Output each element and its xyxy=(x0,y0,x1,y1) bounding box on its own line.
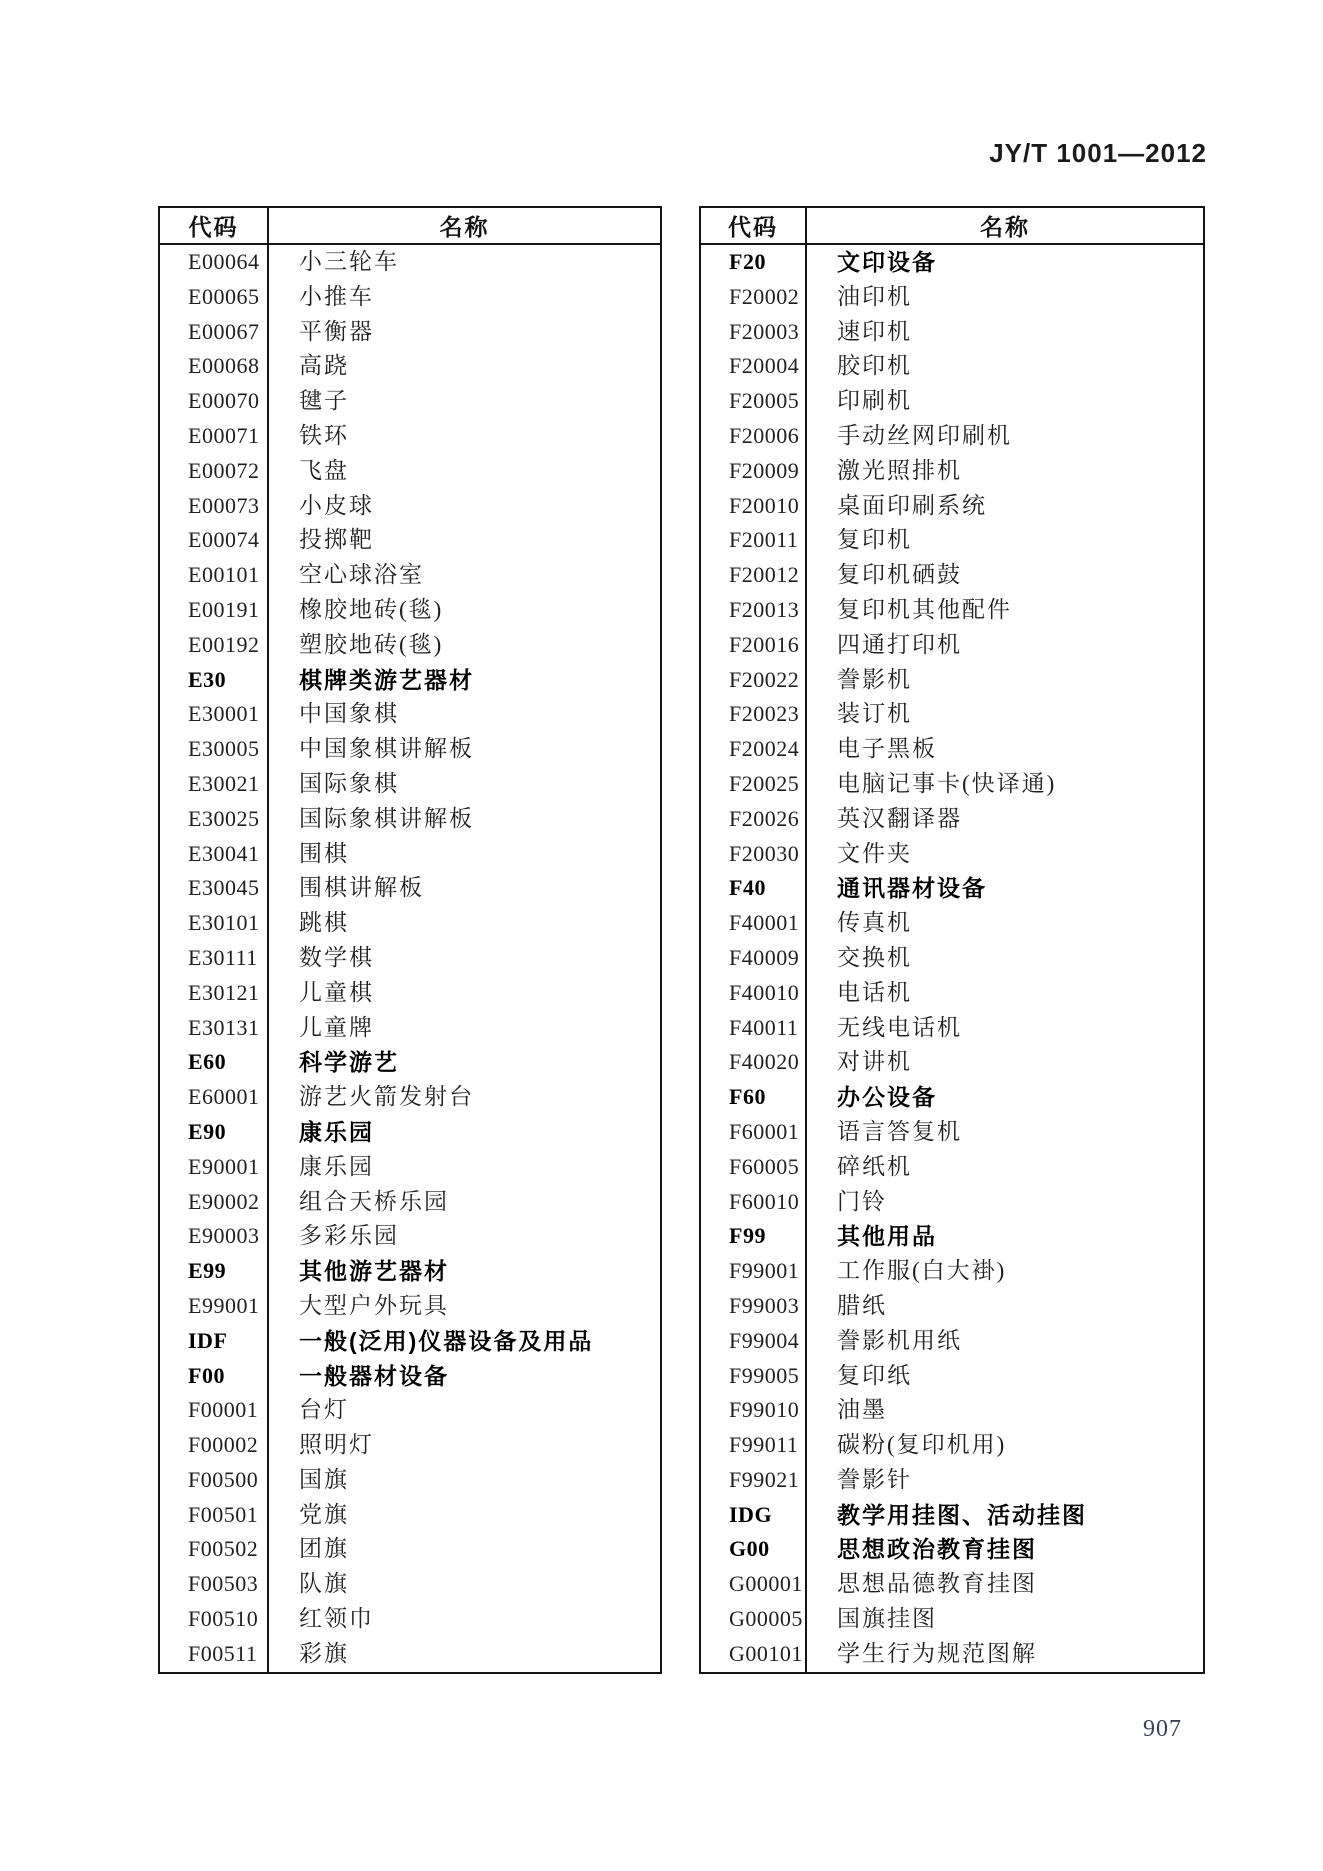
name-cell: 国旗 xyxy=(299,1466,349,1492)
code-cell: E60001 xyxy=(160,1080,269,1115)
code-cell: G00101 xyxy=(701,1637,807,1672)
name-cell: 橡胶地砖(毯) xyxy=(299,596,444,622)
code-cell: F20004 xyxy=(701,349,807,384)
code-cell: E00074 xyxy=(160,523,269,558)
name-cell: 其他用品 xyxy=(837,1223,937,1250)
code-cell: E30101 xyxy=(160,906,269,941)
code-cell: F60005 xyxy=(701,1150,807,1185)
table-row xyxy=(701,1289,1203,1324)
table-row xyxy=(160,1393,660,1428)
table-row xyxy=(160,663,660,698)
name-cell: 英汉翻译器 xyxy=(837,805,962,831)
name-cell: 学生行为规范图解 xyxy=(837,1640,1037,1666)
name-cell: 门铃 xyxy=(837,1188,887,1214)
table-row xyxy=(160,523,660,558)
name-cell: 誊影机 xyxy=(837,666,912,692)
code-cell: E00191 xyxy=(160,593,269,628)
table-row xyxy=(160,593,660,628)
table-row xyxy=(160,871,660,906)
table-row xyxy=(701,1602,1203,1637)
table-row xyxy=(160,280,660,315)
code-cell: E30041 xyxy=(160,837,269,872)
code-cell: F00502 xyxy=(160,1532,269,1567)
code-cell: E00071 xyxy=(160,419,269,454)
name-cell: 国际象棋 xyxy=(299,770,399,796)
code-cell: F20012 xyxy=(701,558,807,593)
name-cell: 印刷机 xyxy=(837,388,912,414)
code-cell: F99001 xyxy=(701,1254,807,1289)
name-cell: 文印设备 xyxy=(837,249,937,275)
name-cell: 语言答复机 xyxy=(837,1118,962,1144)
name-cell: 文件夹 xyxy=(837,840,912,866)
code-cell: F20005 xyxy=(701,384,807,419)
name-cell: 思想政治教育挂图 xyxy=(837,1536,1037,1563)
name-cell: 大型户外玩具 xyxy=(299,1292,449,1318)
name-cell: 一般器材设备 xyxy=(299,1362,449,1389)
table-row xyxy=(160,1428,660,1463)
code-cell: F40020 xyxy=(701,1045,807,1080)
code-cell: E30131 xyxy=(160,1011,269,1046)
name-cell: 游艺火箭发射台 xyxy=(299,1084,474,1110)
table-row xyxy=(160,802,660,837)
name-cell: 铁环 xyxy=(299,422,349,448)
name-cell: 激光照排机 xyxy=(837,457,962,483)
name-cell: 红领巾 xyxy=(299,1606,374,1632)
code-cell: F20022 xyxy=(701,663,807,698)
table-row xyxy=(160,1359,660,1394)
name-cell: 队旗 xyxy=(299,1571,349,1597)
table-row xyxy=(160,558,660,593)
column-header-name: 名称 xyxy=(439,214,490,240)
name-cell: 康乐园 xyxy=(299,1118,374,1145)
code-cell: F00501 xyxy=(160,1498,269,1533)
name-cell: 复印纸 xyxy=(837,1362,912,1388)
table-row xyxy=(701,767,1203,802)
code-cell: F00001 xyxy=(160,1393,269,1428)
name-cell: 数学棋 xyxy=(299,944,374,970)
code-cell: F60001 xyxy=(701,1115,807,1150)
name-cell: 四通打印机 xyxy=(837,631,962,657)
table-row xyxy=(160,1150,660,1185)
name-cell: 小推车 xyxy=(299,283,374,309)
name-cell: 多彩乐园 xyxy=(299,1223,399,1249)
code-cell: F00 xyxy=(160,1359,269,1394)
code-table-left xyxy=(158,206,662,1674)
table-row xyxy=(701,1498,1203,1533)
name-cell: 教学用挂图、活动挂图 xyxy=(837,1501,1087,1528)
name-cell: 团旗 xyxy=(299,1536,349,1562)
column-header-code: 代码 xyxy=(160,208,269,243)
name-cell: 碎纸机 xyxy=(837,1153,912,1179)
code-cell: F00503 xyxy=(160,1567,269,1602)
table-row xyxy=(701,523,1203,558)
table-row xyxy=(160,1637,660,1672)
name-cell: 中国象棋 xyxy=(299,701,399,727)
table-row xyxy=(160,1219,660,1254)
code-cell: F40 xyxy=(701,871,807,906)
code-cell: E90003 xyxy=(160,1219,269,1254)
name-cell: 通讯器材设备 xyxy=(837,875,987,902)
table-row xyxy=(160,1080,660,1115)
table-row xyxy=(160,837,660,872)
code-cell: E00067 xyxy=(160,315,269,350)
table-row xyxy=(160,1324,660,1359)
code-cell: F99011 xyxy=(701,1428,807,1463)
code-cell: G00001 xyxy=(701,1567,807,1602)
table-row xyxy=(160,941,660,976)
code-cell: F40011 xyxy=(701,1011,807,1046)
code-cell: G00005 xyxy=(701,1602,807,1637)
name-cell: 飞盘 xyxy=(299,457,349,483)
table-row xyxy=(701,802,1203,837)
table-row xyxy=(160,767,660,802)
code-cell: E00068 xyxy=(160,349,269,384)
table-row xyxy=(701,1045,1203,1080)
table-row xyxy=(701,941,1203,976)
code-cell: E30045 xyxy=(160,871,269,906)
code-cell: E30121 xyxy=(160,976,269,1011)
table-row xyxy=(701,663,1203,698)
table-row xyxy=(701,280,1203,315)
table-row xyxy=(160,315,660,350)
name-cell: 围棋 xyxy=(299,840,349,866)
code-cell: F20006 xyxy=(701,419,807,454)
table-row xyxy=(160,1254,660,1289)
code-cell: F99003 xyxy=(701,1289,807,1324)
code-cell: E30025 xyxy=(160,802,269,837)
table-row xyxy=(160,1011,660,1046)
table-row xyxy=(701,1428,1203,1463)
name-cell: 油印机 xyxy=(837,283,912,309)
code-cell: E30021 xyxy=(160,767,269,802)
code-cell: F99005 xyxy=(701,1359,807,1394)
code-cell: F00511 xyxy=(160,1637,269,1672)
table-row xyxy=(701,1532,1203,1567)
code-cell: F99021 xyxy=(701,1463,807,1498)
code-cell: F20010 xyxy=(701,489,807,524)
name-cell: 速印机 xyxy=(837,318,912,344)
name-cell: 复印机其他配件 xyxy=(837,596,1012,622)
name-cell: 复印机 xyxy=(837,527,912,553)
table-row xyxy=(160,1463,660,1498)
code-cell: F20002 xyxy=(701,280,807,315)
name-cell: 党旗 xyxy=(299,1501,349,1527)
code-cell: F20024 xyxy=(701,732,807,767)
name-cell: 投掷靶 xyxy=(299,527,374,553)
code-cell: F99 xyxy=(701,1219,807,1254)
code-cell: E00065 xyxy=(160,280,269,315)
table-row xyxy=(160,1567,660,1602)
code-cell: E90 xyxy=(160,1115,269,1150)
code-cell: F99010 xyxy=(701,1393,807,1428)
page-number: 907 xyxy=(1143,1716,1182,1742)
table-row xyxy=(701,349,1203,384)
table-row xyxy=(701,1324,1203,1359)
name-cell: 桌面印刷系统 xyxy=(837,492,987,518)
name-cell: 小三轮车 xyxy=(299,249,399,274)
code-cell: E30111 xyxy=(160,941,269,976)
name-cell: 交换机 xyxy=(837,944,912,970)
name-cell: 传真机 xyxy=(837,910,912,936)
table-row xyxy=(701,871,1203,906)
name-cell: 复印机硒鼓 xyxy=(837,562,962,588)
table-row xyxy=(701,593,1203,628)
name-cell: 腊纸 xyxy=(837,1292,887,1318)
code-cell: F20011 xyxy=(701,523,807,558)
name-cell: 装订机 xyxy=(837,701,912,727)
code-cell: F20013 xyxy=(701,593,807,628)
table-row xyxy=(160,1532,660,1567)
name-cell: 思想品德教育挂图 xyxy=(837,1571,1037,1597)
table-row xyxy=(160,1045,660,1080)
table-row xyxy=(701,1115,1203,1150)
table-row xyxy=(701,697,1203,732)
code-cell: E60 xyxy=(160,1045,269,1080)
table-row xyxy=(160,976,660,1011)
table-row xyxy=(701,1219,1203,1254)
code-cell: E00070 xyxy=(160,384,269,419)
table-row xyxy=(160,454,660,489)
code-cell: F20016 xyxy=(701,628,807,663)
table-row xyxy=(701,384,1203,419)
name-cell: 无线电话机 xyxy=(837,1014,962,1040)
name-cell: 办公设备 xyxy=(837,1084,937,1111)
table-row xyxy=(701,245,1203,280)
table-row xyxy=(701,454,1203,489)
name-cell: 电子黑板 xyxy=(837,736,937,762)
table-row xyxy=(160,349,660,384)
table-row xyxy=(701,906,1203,941)
name-cell: 小皮球 xyxy=(299,492,374,518)
code-cell: F20 xyxy=(701,245,807,280)
table-row xyxy=(701,1254,1203,1289)
name-cell: 高跷 xyxy=(299,353,349,379)
name-cell: 中国象棋讲解板 xyxy=(299,736,474,762)
code-cell: F60 xyxy=(701,1080,807,1115)
code-cell: E99001 xyxy=(160,1289,269,1324)
table-header-row xyxy=(701,208,1203,245)
name-cell: 空心球浴室 xyxy=(299,562,424,588)
code-cell: E30001 xyxy=(160,697,269,732)
table-body xyxy=(160,245,660,1672)
name-cell: 围棋讲解板 xyxy=(299,875,424,901)
table-row xyxy=(160,245,660,280)
standard-number: JY/T 1001—2012 xyxy=(989,138,1207,168)
code-cell: E30 xyxy=(160,663,269,698)
code-cell: E99 xyxy=(160,1254,269,1289)
table-row xyxy=(701,419,1203,454)
code-table-right xyxy=(699,206,1205,1674)
name-cell: 国际象棋讲解板 xyxy=(299,805,474,831)
name-cell: 平衡器 xyxy=(299,318,374,344)
code-cell: F99004 xyxy=(701,1324,807,1359)
name-cell: 誊影针 xyxy=(837,1466,912,1492)
code-cell: G00 xyxy=(701,1532,807,1567)
name-cell: 塑胶地砖(毯) xyxy=(299,631,444,657)
name-cell: 科学游艺 xyxy=(299,1049,399,1076)
name-cell: 棋牌类游艺器材 xyxy=(299,666,474,693)
table-row xyxy=(701,1011,1203,1046)
table-row xyxy=(701,1359,1203,1394)
code-cell: E30005 xyxy=(160,732,269,767)
code-cell: F60010 xyxy=(701,1185,807,1220)
name-cell: 跳棋 xyxy=(299,910,349,936)
code-cell: F40001 xyxy=(701,906,807,941)
table-row xyxy=(701,1150,1203,1185)
name-cell: 对讲机 xyxy=(837,1049,912,1075)
table-row xyxy=(160,1115,660,1150)
name-cell: 儿童牌 xyxy=(299,1014,374,1040)
code-cell: E00073 xyxy=(160,489,269,524)
code-cell: F40009 xyxy=(701,941,807,976)
table-row xyxy=(701,1637,1203,1672)
table-row xyxy=(701,558,1203,593)
table-row xyxy=(701,1185,1203,1220)
name-cell: 胶印机 xyxy=(837,353,912,379)
table-row xyxy=(160,628,660,663)
code-cell: E90002 xyxy=(160,1185,269,1220)
table-row xyxy=(701,315,1203,350)
name-cell: 台灯 xyxy=(299,1397,349,1423)
code-cell: F20003 xyxy=(701,315,807,350)
column-header-name: 名称 xyxy=(980,214,1030,240)
code-cell: F20026 xyxy=(701,802,807,837)
name-cell: 手动丝网印刷机 xyxy=(837,422,1012,448)
name-cell: 油墨 xyxy=(837,1397,887,1423)
code-cell: IDG xyxy=(701,1498,807,1533)
name-cell: 誊影机用纸 xyxy=(837,1327,962,1353)
code-cell: F00510 xyxy=(160,1602,269,1637)
code-cell: F20023 xyxy=(701,697,807,732)
name-cell: 电话机 xyxy=(837,979,912,1005)
table-row xyxy=(160,419,660,454)
code-cell: E00192 xyxy=(160,628,269,663)
name-cell: 工作服(白大褂) xyxy=(837,1258,1007,1284)
name-cell: 电脑记事卡(快译通) xyxy=(837,770,1057,796)
name-cell: 组合天桥乐园 xyxy=(299,1188,449,1214)
table-row xyxy=(160,489,660,524)
table-row xyxy=(701,837,1203,872)
code-cell: F20025 xyxy=(701,767,807,802)
table-row xyxy=(701,1567,1203,1602)
table-row xyxy=(701,1463,1203,1498)
code-cell: E00072 xyxy=(160,454,269,489)
table-body xyxy=(701,245,1203,1672)
name-cell: 碳粉(复印机用) xyxy=(837,1432,1007,1458)
name-cell: 康乐园 xyxy=(299,1153,374,1179)
column-header-code: 代码 xyxy=(701,208,807,243)
table-row xyxy=(701,976,1203,1011)
table-row xyxy=(701,628,1203,663)
name-cell: 儿童棋 xyxy=(299,979,374,1005)
code-cell: F20030 xyxy=(701,837,807,872)
table-row xyxy=(160,1289,660,1324)
table-row xyxy=(160,1602,660,1637)
code-cell: F20009 xyxy=(701,454,807,489)
name-cell: 一般(泛用)仪器设备及用品 xyxy=(299,1327,594,1354)
table-row xyxy=(160,697,660,732)
table-row xyxy=(160,1498,660,1533)
table-row xyxy=(701,1080,1203,1115)
table-header-row xyxy=(160,208,660,245)
name-cell: 照明灯 xyxy=(299,1432,374,1458)
code-cell: F00002 xyxy=(160,1428,269,1463)
code-cell: F40010 xyxy=(701,976,807,1011)
table-row xyxy=(701,1393,1203,1428)
name-cell: 国旗挂图 xyxy=(837,1606,937,1632)
code-cell: E00064 xyxy=(160,245,269,280)
code-cell: IDF xyxy=(160,1324,269,1359)
table-row xyxy=(701,489,1203,524)
table-row xyxy=(160,732,660,767)
table-row xyxy=(160,384,660,419)
code-cell: F00500 xyxy=(160,1463,269,1498)
name-cell: 毽子 xyxy=(299,388,349,414)
table-row xyxy=(160,906,660,941)
code-cell: E00101 xyxy=(160,558,269,593)
code-cell: E90001 xyxy=(160,1150,269,1185)
table-row xyxy=(160,1185,660,1220)
name-cell: 其他游艺器材 xyxy=(299,1258,449,1285)
name-cell: 彩旗 xyxy=(299,1640,349,1666)
table-row xyxy=(701,732,1203,767)
